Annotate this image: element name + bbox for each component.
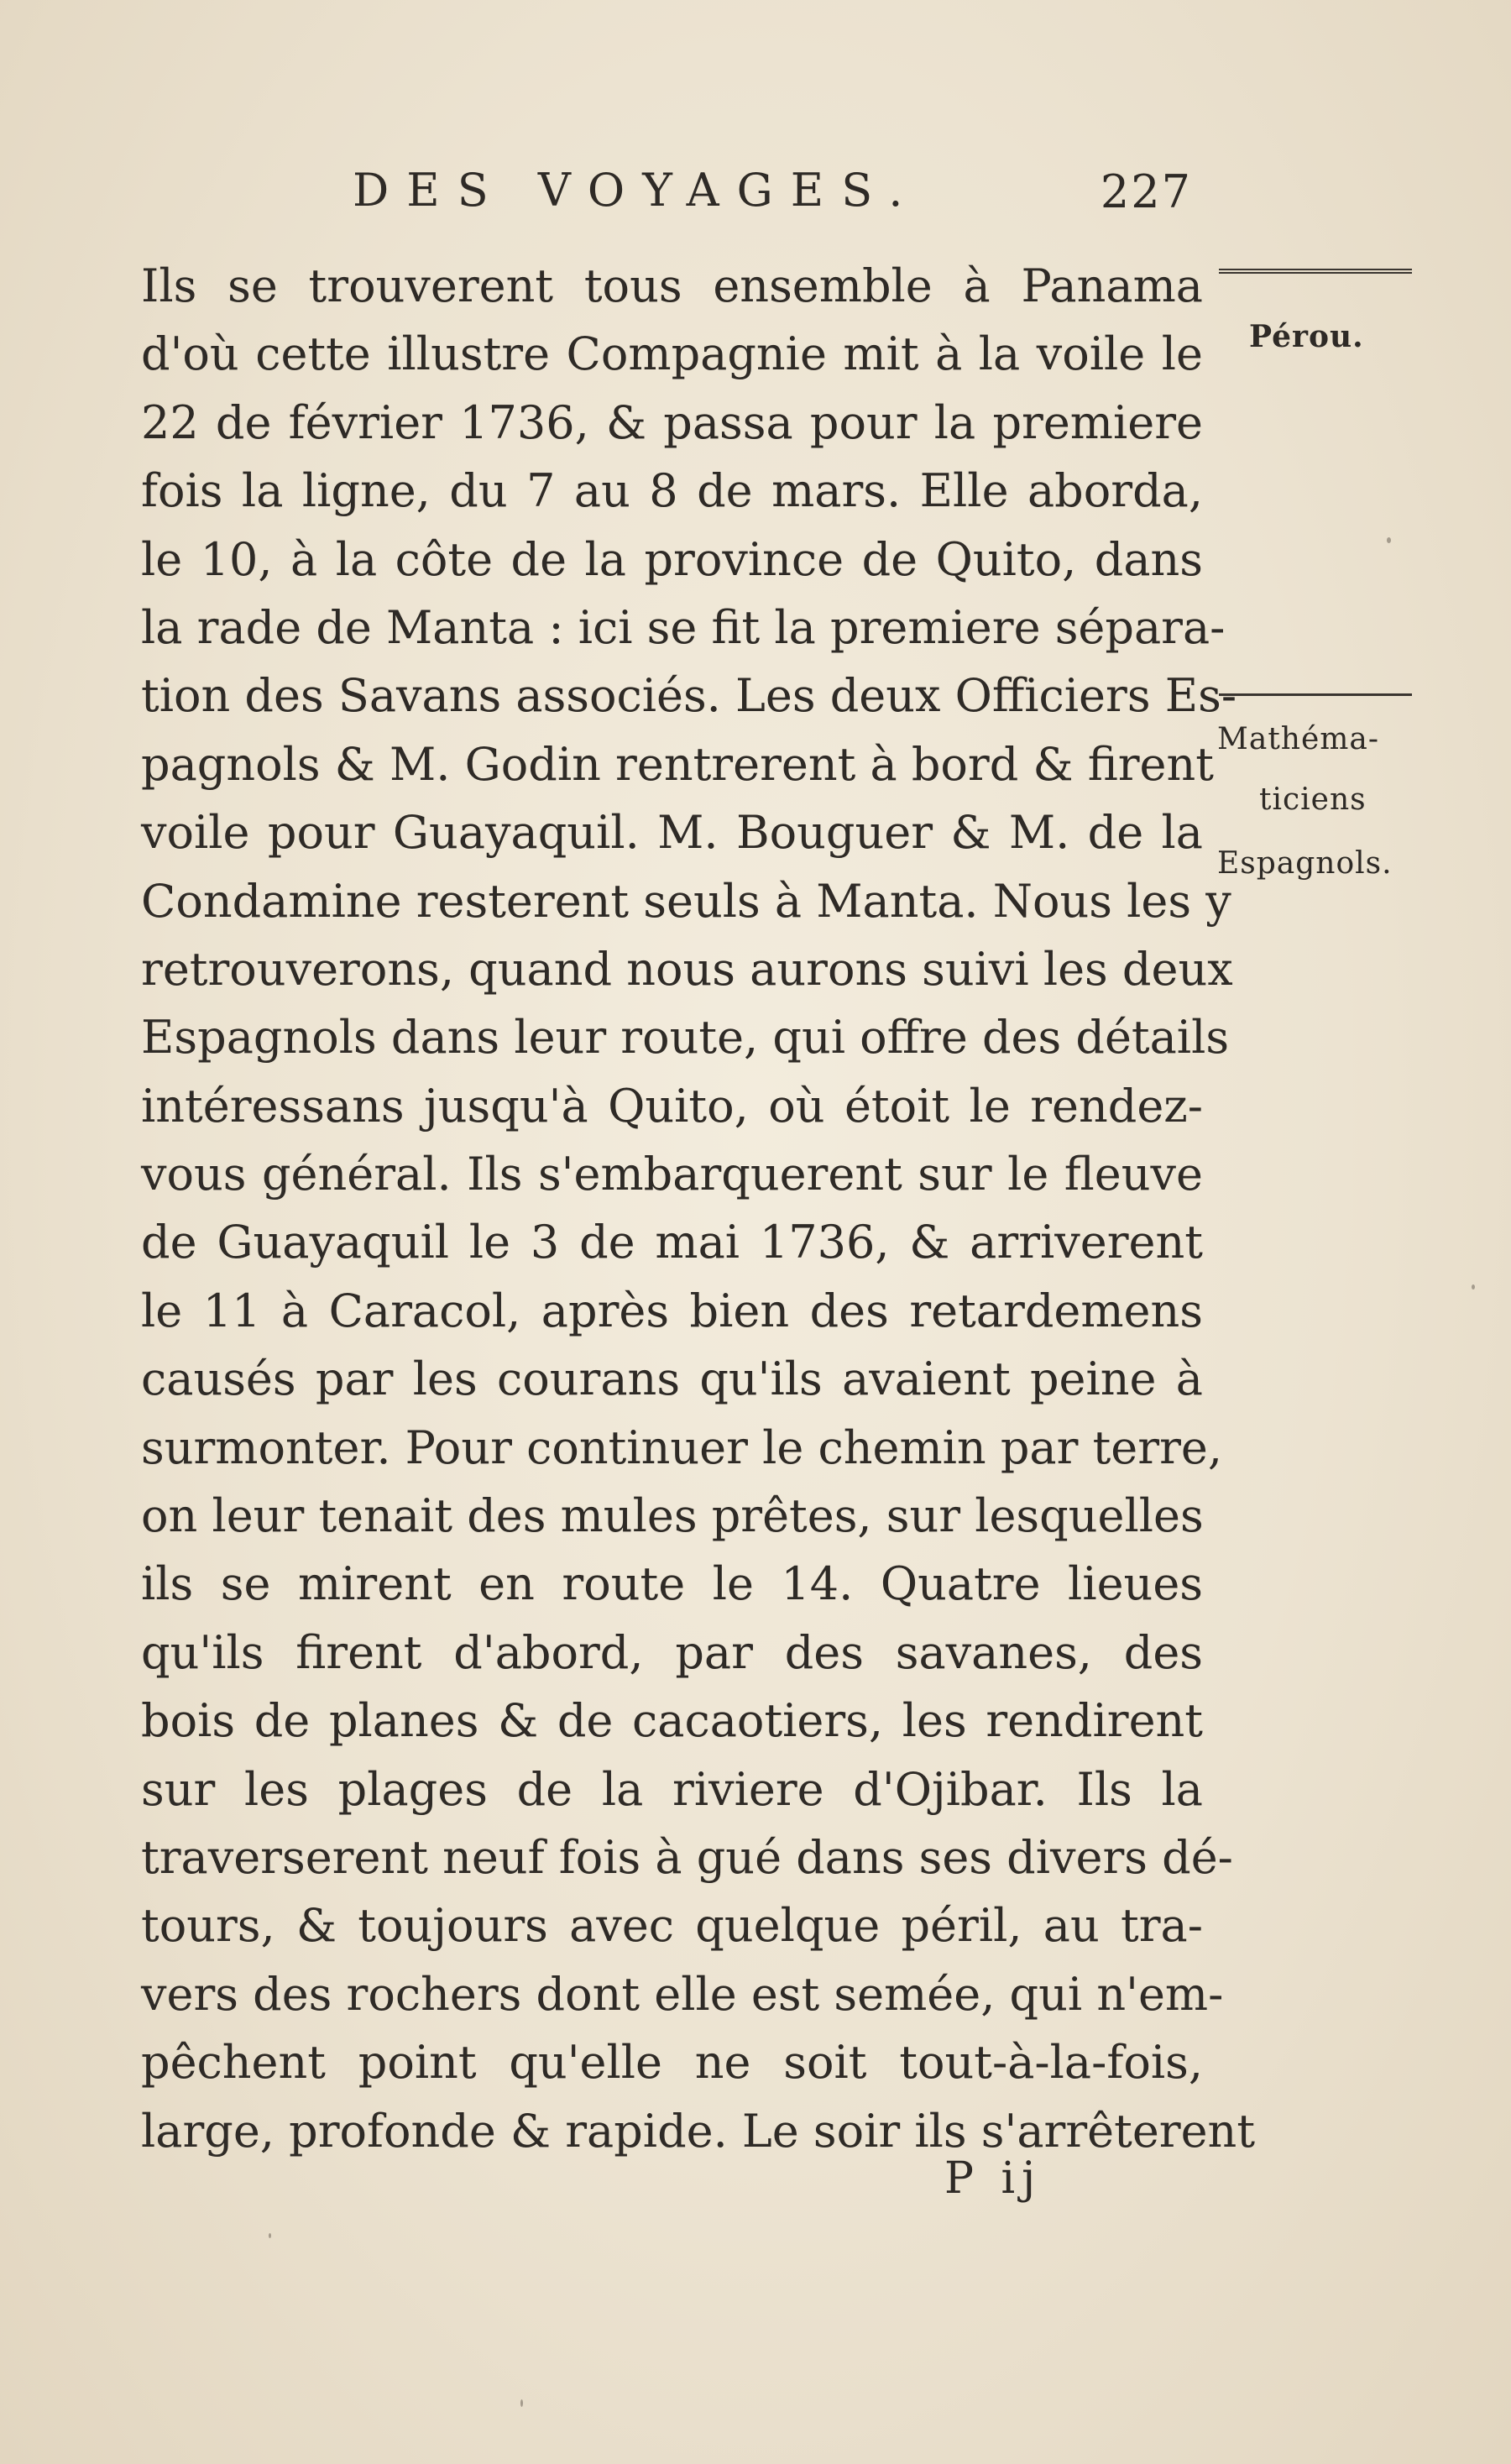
text-line: voile pour Guayaquil. M. Bouguer & M. de la xyxy=(141,806,1203,860)
margin-note-mathematiciens-3: Espagnols. xyxy=(1217,846,1393,881)
text-line: fois la ligne, du 7 au 8 de mars. Elle aborda, xyxy=(141,464,1203,518)
text-line: traverserent neuf fois à gué dans ses divers dé- xyxy=(141,1830,1233,1884)
text-line: ils se mirent en route le 14. Quatre lieues xyxy=(141,1557,1203,1611)
signature-mark: P ij xyxy=(944,2153,1043,2204)
paper-speck xyxy=(1472,1284,1475,1290)
text-line: Condamine resterent seuls à Manta. Nous les y xyxy=(141,874,1231,928)
text-line: d'où cette illustre Compagnie mit à la voile le xyxy=(141,327,1203,381)
text-line: retrouverons, quand nous aurons suivi les deux xyxy=(141,942,1233,996)
text-line: large, profonde & rapide. Le soir ils s'arrêterent xyxy=(141,2104,1256,2158)
running-title: DES VOYAGES. xyxy=(353,164,921,217)
text-line: de Guayaquil le 3 de mai 1736, & arriverent xyxy=(141,1216,1203,1269)
text-line: causés par les courans qu'ils avaient peine à xyxy=(141,1352,1203,1406)
text-line: intéressans jusqu'à Quito, où étoit le rendez- xyxy=(141,1079,1203,1133)
text-line: le 11 à Caracol, après bien des retardemens xyxy=(141,1284,1203,1337)
text-line: Espagnols dans leur route, qui offre des détails xyxy=(141,1011,1230,1065)
margin-rule-top xyxy=(1219,269,1412,282)
page-header xyxy=(285,164,1192,231)
text-line: on leur tenait des mules prêtes, sur lesquelles xyxy=(141,1489,1204,1543)
text-line: la rade de Manta : ici se fit la premiere sépara- xyxy=(141,600,1226,654)
margin-note-perou: Pérou. xyxy=(1249,319,1364,354)
text-line: bois de planes & de cacaotiers, les rendirent xyxy=(141,1694,1203,1748)
body-text xyxy=(141,252,1256,2165)
text-line: sur les plages de la riviere d'Ojibar. Ils la xyxy=(141,1762,1203,1816)
text-line: tion des Savans associés. Les deux Officiers Es- xyxy=(141,669,1237,723)
text-line: le 10, à la côte de la province de Quito, dans xyxy=(141,532,1203,586)
text-line: pêchent point qu'elle ne soit tout-à-la-fois, xyxy=(141,2036,1203,2090)
text-line: pagnols & M. Godin rentrerent à bord & firent xyxy=(141,737,1214,791)
text-line: 22 de février 1736, & passa pour la premiere xyxy=(141,395,1203,449)
text-line: qu'ils firent d'abord, par des savanes, des xyxy=(141,1625,1203,1679)
paper-speck xyxy=(520,2399,523,2407)
margin-note-mathematiciens-1: Mathéma- xyxy=(1217,722,1380,756)
text-line: surmonter. Pour continuer le chemin par terre, xyxy=(141,1420,1223,1474)
text-line: vous général. Ils s'embarquerent sur le fleuve xyxy=(141,1148,1203,1201)
page-number: 227 xyxy=(1100,165,1192,218)
paper-speck xyxy=(269,2233,271,2238)
text-line: vers des rochers dont elle est semée, qui n'em- xyxy=(141,1967,1224,2021)
margin-rule-middle xyxy=(1219,693,1412,696)
text-line: tours, & toujours avec quelque péril, au tra- xyxy=(141,1899,1203,1953)
paper-speck xyxy=(1387,537,1391,543)
margin-note-mathematiciens-2: ticiens xyxy=(1259,782,1367,817)
text-line: Ils se trouverent tous ensemble à Panama xyxy=(141,259,1203,312)
